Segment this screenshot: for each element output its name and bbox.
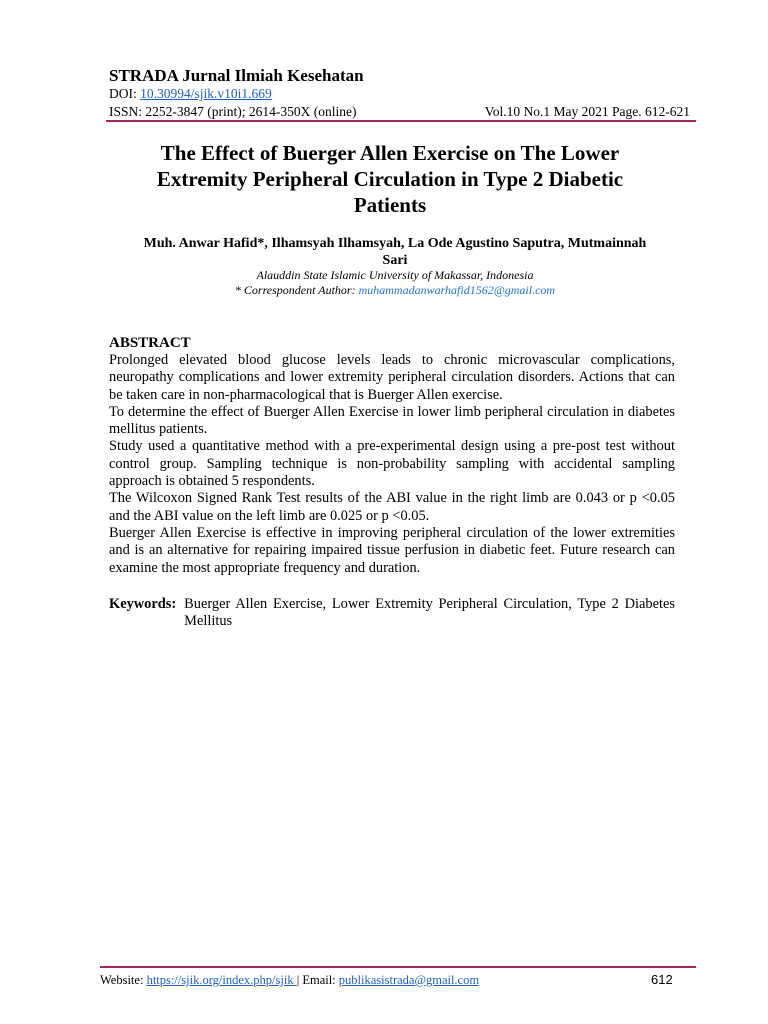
keywords-label: Keywords: <box>109 596 177 612</box>
abstract-paragraph: Buerger Allen Exercise is effective in improving peripheral circulation of the lower extremities and is an alternative for repairing impaired tissue perfusion in diabetic feet. Future research can examine the most appropriate frequency and duration. <box>109 524 675 576</box>
header-divider <box>106 120 696 122</box>
keywords <box>109 596 675 631</box>
website-label: Website: <box>100 973 147 987</box>
abstract-paragraph: Prolonged elevated blood glucose levels leads to chronic microvascular complications, neuropathy complications and lower extremity peripheral circulation disorders. Actions that can be taken care in non-pharmacological that is Buerger Allen exercise. <box>109 352 675 403</box>
footer-email-link[interactable]: publikasistrada@gmail.com <box>338 973 480 987</box>
abstract-paragraph: Study used a quantitative method with a pre-experimental design using a pre-post test without control group. Sampling technique is non-probability sampling with accidental sampling approach is obtained 5 respondents. <box>109 438 675 490</box>
doi-link[interactable]: 10.30994/sjik.v10i1.669 <box>140 86 272 101</box>
email-separator: | Email: <box>296 973 339 987</box>
abstract-heading: ABSTRACT <box>109 335 191 351</box>
footer <box>100 973 479 988</box>
footer-divider <box>100 966 696 968</box>
website-link[interactable]: https://sjik.org/index.php/sjik <box>146 973 297 987</box>
page-number: 612 <box>651 972 673 987</box>
abstract-paragraph: To determine the effect of Buerger Allen Exercise in lower limb peripheral circulation in diabetes mellitus patients. <box>109 403 675 438</box>
volume-info: Vol.10 No.1 May 2021 Page. 612-621 <box>484 104 690 119</box>
doi-label: DOI: <box>109 86 141 101</box>
correspondent-email-link[interactable]: muhammadanwarhafid1562@gmail.com <box>358 283 556 297</box>
issn-line: ISSN: 2252-3847 (print); 2614-350X (online) <box>109 104 357 119</box>
affiliation: Alauddin State Islamic University of Makassar, Indonesia <box>256 268 534 282</box>
abstract-body <box>109 352 675 577</box>
doi-line <box>109 86 272 102</box>
journal-title: STRADA Jurnal Ilmiah Kesehatan <box>109 66 364 85</box>
correspondent-label: * Correspondent Author: <box>234 283 359 297</box>
paper-title: The Effect of Buerger Allen Exercise on The Lower Extremity Peripheral Circulation in Type 2 Diabetic Patients <box>156 141 624 217</box>
author-list: Muh. Anwar Hafid*, Ilhamsyah Ilhamsyah, La Ode Agustino Saputra, Mutmainnah Sari <box>143 236 647 268</box>
correspondent-author <box>140 283 650 298</box>
abstract-paragraph: The Wilcoxon Signed Rank Test results of the ABI value in the right limb are 0.043 or p <0.05 and the ABI value on the left limb are 0.025 or p <0.05. <box>109 490 675 524</box>
keywords-text: Buerger Allen Exercise, Lower Extremity Peripheral Circulation, Type 2 Diabetes Mellitus <box>184 596 675 630</box>
